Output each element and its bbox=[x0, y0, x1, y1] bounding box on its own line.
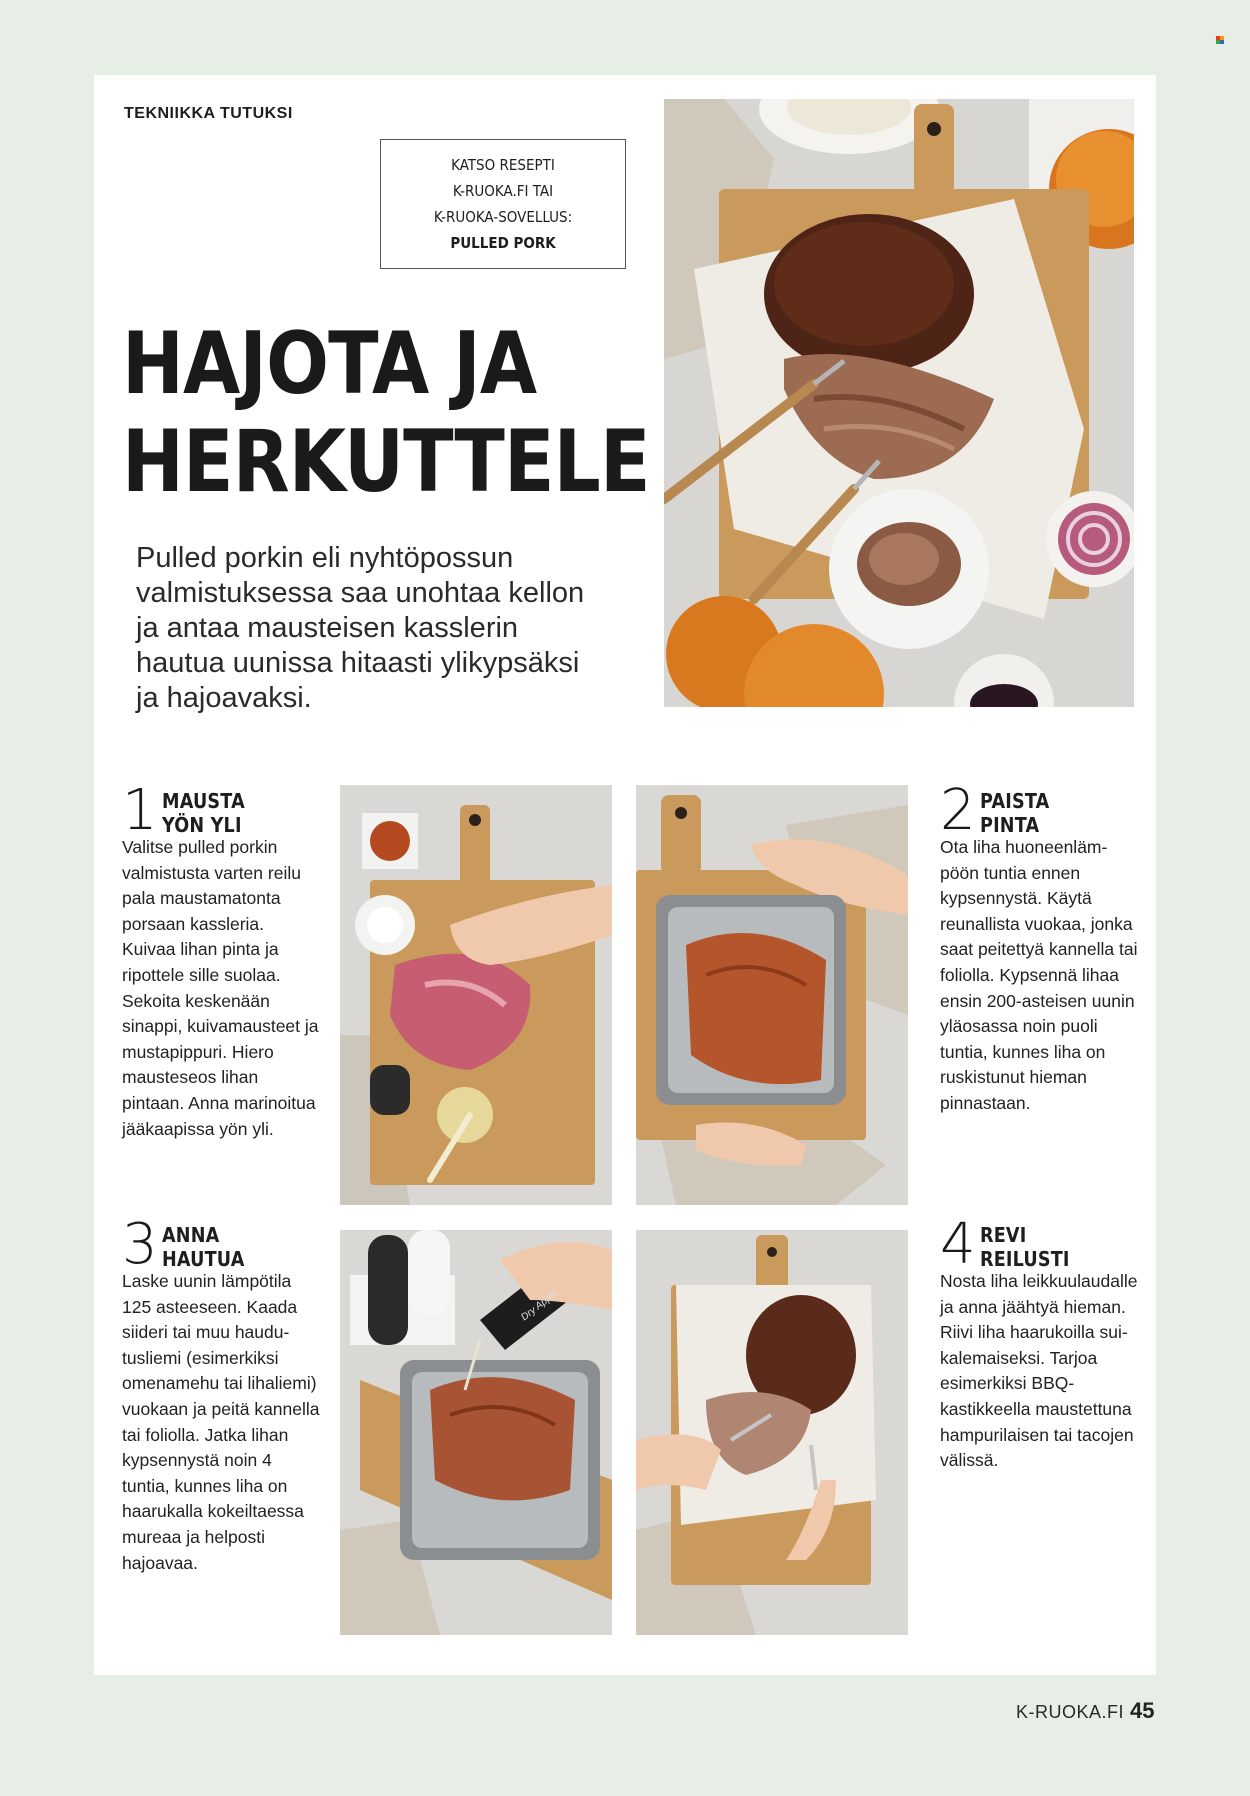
step-number: 1 bbox=[122, 778, 158, 843]
recipe-name: PULLED PORK bbox=[450, 234, 556, 252]
step-3 bbox=[122, 1212, 322, 1576]
step-3-heading bbox=[122, 1212, 322, 1277]
page-number: 45 bbox=[1130, 1698, 1155, 1723]
recipe-box-line: KATSO RESEPTI bbox=[451, 156, 555, 174]
step-1-heading bbox=[122, 778, 322, 843]
step-text: Nosta liha leikkuulaudalle ja anna jäähtyä hieman. Riivi liha haarukoilla suikalemaiseksi. Tarjoa esimerkiksi BBQ-kastikkeella maustettuna hampurilaisen tai tacojen välissä. bbox=[940, 1271, 1138, 1471]
recipe-reference-box[interactable] bbox=[380, 139, 626, 269]
section-kicker: TEKNIIKKA TUTUKSI bbox=[124, 105, 293, 122]
step-4-photo bbox=[636, 1230, 908, 1635]
step-title: MAUSTA YÖN YLI bbox=[161, 789, 245, 837]
headline bbox=[122, 315, 650, 511]
lead-paragraph: Pulled porkin eli nyhtöpossun valmistuksessa saa unohtaa kellon ja antaa mausteisen kasslerin hautua uunissa hitaasti ylikypsäksi ja hajoavaksi. bbox=[136, 542, 585, 714]
step-2-photo bbox=[636, 785, 908, 1205]
step-4 bbox=[940, 1212, 1140, 1474]
step-title: REVI REILUSTI bbox=[979, 1223, 1070, 1271]
k-logo-icon bbox=[1216, 36, 1224, 44]
headline-line-1: HAJOTA JA bbox=[122, 314, 537, 414]
step-number: 4 bbox=[940, 1212, 976, 1277]
recipe-box-line: K-RUOKA.FI TAI bbox=[452, 182, 554, 200]
recipe-box-line: K-RUOKA-SOVELLUS: bbox=[433, 208, 573, 226]
step-text: Ota liha huoneenlämpöön tuntia ennen kypsennystä. Käytä reunallista vuokaa, jonka saat peitettyä kannella tai foliolla. Kypsennä lihaa ensin 200-asteisen uunin yläosassa noin puoli tuntia, kunnes liha on ruskistunut hieman pinnastaan. bbox=[940, 837, 1138, 1113]
article-page bbox=[94, 75, 1156, 1675]
step-number: 3 bbox=[122, 1212, 158, 1277]
step-2 bbox=[940, 778, 1140, 1117]
step-3-photo bbox=[340, 1230, 612, 1635]
headline-line-2: HERKUTTELE bbox=[122, 412, 650, 512]
hero-photo bbox=[664, 99, 1134, 707]
step-4-heading bbox=[940, 1212, 1140, 1277]
footer-site[interactable]: K-RUOKA.FI bbox=[1016, 1702, 1125, 1722]
step-text: Valitse pulled porkin valmistusta varten reilu pala maustamatonta porsaan kassleria. Kuivaa lihan pinta ja ripottele sille suolaa. Sekoita keskenään sinappi, kuivamausteet ja mustapippuri. Hiero mausteseos lihan pintaan. Anna marinoitua jääkaapissa yön yli. bbox=[122, 837, 319, 1139]
step-title: ANNA HAUTUA bbox=[161, 1223, 245, 1271]
step-number: 2 bbox=[940, 778, 976, 843]
step-1 bbox=[122, 778, 322, 1142]
step-2-heading bbox=[940, 778, 1140, 843]
step-1-photo bbox=[340, 785, 612, 1205]
cider-can-label: Dry Apple bbox=[519, 1287, 561, 1324]
step-text: Laske uunin lämpötila 125 asteeseen. Kaada siideri tai muu haudutusliemi (esimerkiksi omenamehu tai lihaliemi) vuokaan ja peitä kannella tai foliolla. Jatka lihan kypsennystä noin 4 tuntia, kunnes liha on haarukalla kokeiltaessa mureaa ja helposti hajoavaa. bbox=[122, 1271, 320, 1573]
step-title: PAISTA PINTA bbox=[979, 789, 1050, 837]
